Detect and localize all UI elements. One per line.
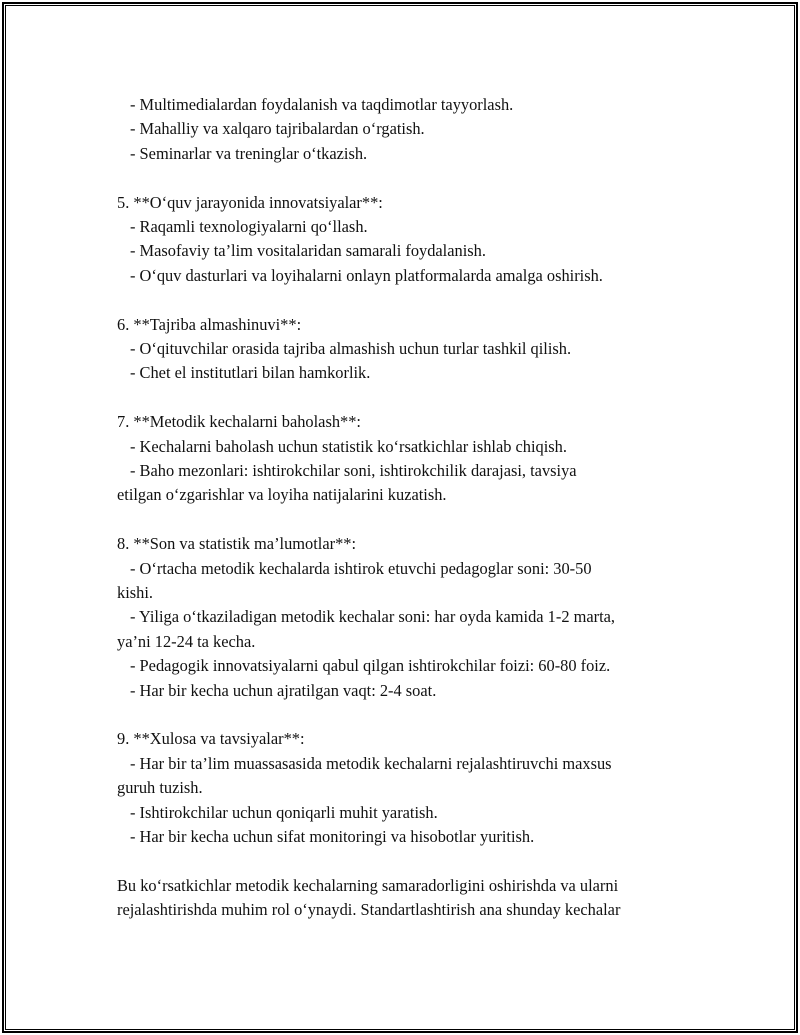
list-item: - Mahalliy va xalqaro tajribalardan o‘rgatish. <box>130 119 425 139</box>
list-item: - Yiliga o‘tkaziladigan metodik kechalar soni: har oyda kamida 1-2 marta, <box>130 607 616 627</box>
section-heading: 6. **Tajriba almashinuvi**: <box>117 314 302 334</box>
list-item: - Ishtirokchilar uchun qoniqarli muhit yaratish. <box>130 802 438 822</box>
list-item: - O‘quv dasturlari va loyihalarni onlayn platformalarda amalga oshirish. <box>130 265 603 285</box>
document-body <box>117 93 697 923</box>
list-item: - Seminarlar va treninglar o‘tkazish. <box>130 143 368 163</box>
section-heading: 9. **Xulosa va tavsiyalar**: <box>117 729 305 749</box>
list-item: - O‘qituvchilar orasida tajriba almashish uchun turlar tashkil qilish. <box>130 339 572 359</box>
list-item: - Kechalarni baholash uchun statistik ko‘rsatkichlar ishlab chiqish. <box>130 436 567 456</box>
paragraph-gap <box>117 850 697 874</box>
paragraph-gap <box>117 288 697 312</box>
list-item-continuation: kishi. <box>117 583 153 603</box>
list-item-continuation: guruh tuzish. <box>117 778 203 798</box>
list-item: - Masofaviy ta’lim vositalaridan samarali foydalanish. <box>130 241 486 261</box>
list-item-continuation: etilgan o‘zgarishlar va loyiha natijalarini kuzatish. <box>117 485 447 505</box>
section-heading: 7. **Metodik kechalarni baholash**: <box>117 412 361 432</box>
list-item: - Pedagogik innovatsiyalarni qabul qilgan ishtirokchilar foizi: 60-80 foiz. <box>130 656 611 676</box>
list-item: - O‘rtacha metodik kechalarda ishtirok etuvchi pedagoglar soni: 30-50 <box>130 558 592 578</box>
list-item: - Raqamli texnologiyalarni qo‘llash. <box>130 217 368 237</box>
list-item-continuation: ya’ni 12-24 ta kecha. <box>117 631 256 651</box>
list-item: - Baho mezonlari: ishtirokchilar soni, ishtirokchilik darajasi, tavsiya <box>130 461 577 481</box>
closing-paragraph-line: rejalashtirishda muhim rol o‘ynaydi. Standartlashtirish ana shunday kechalar <box>117 900 621 920</box>
paragraph-gap <box>117 703 697 727</box>
list-item: - Chet el institutlari bilan hamkorlik. <box>130 363 371 383</box>
list-item: - Har bir ta’lim muassasasida metodik kechalarni rejalashtiruvchi maxsus <box>130 753 612 773</box>
list-item: - Har bir kecha uchun ajratilgan vaqt: 2-4 soat. <box>130 680 437 700</box>
section-heading: 5. **O‘quv jarayonida innovatsiyalar**: <box>117 192 383 212</box>
list-item: - Har bir kecha uchun sifat monitoringi va hisobotlar yuritish. <box>130 827 535 847</box>
paragraph-gap <box>117 508 697 532</box>
section-heading: 8. **Son va statistik ma’lumotlar**: <box>117 534 357 554</box>
paragraph-gap <box>117 386 697 410</box>
closing-paragraph-line: Bu ko‘rsatkichlar metodik kechalarning samaradorligini oshirishda va ularni <box>117 875 619 895</box>
list-item: - Multimedialardan foydalanish va taqdimotlar tayyorlash. <box>130 95 514 114</box>
paragraph-gap <box>117 166 697 190</box>
